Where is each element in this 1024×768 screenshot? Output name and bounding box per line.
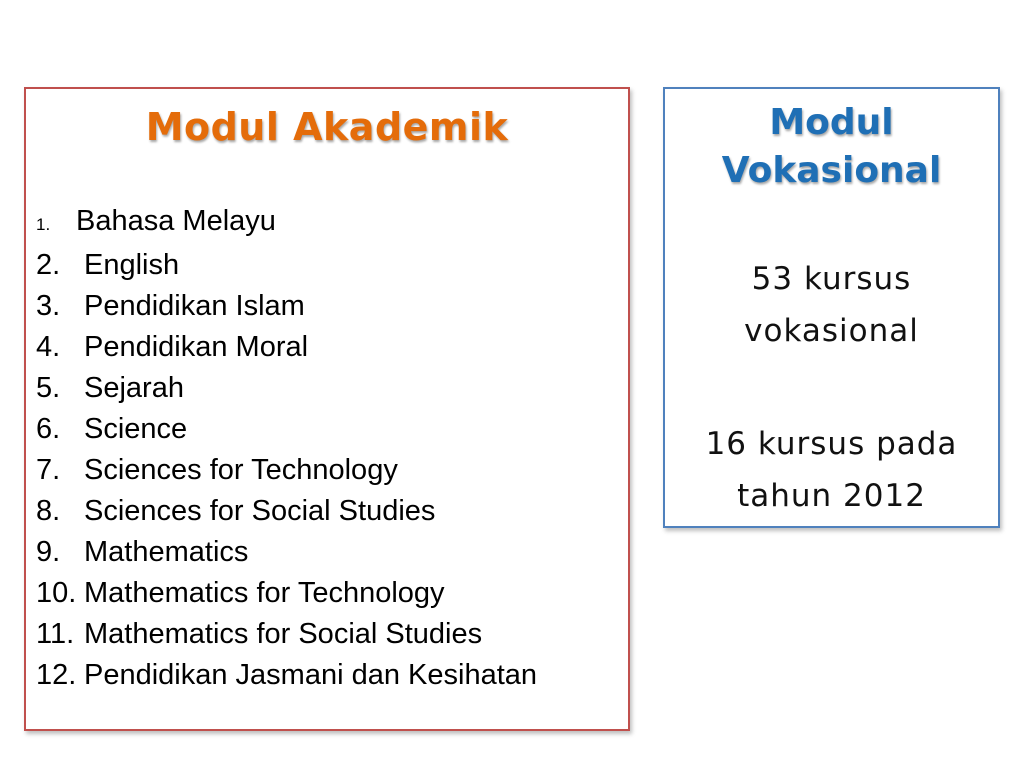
list-item-label: Mathematics for Social Studies <box>84 618 483 650</box>
list-item-number: 5. <box>36 372 61 404</box>
list-item <box>36 532 537 573</box>
list-item <box>36 201 537 245</box>
list-item-label: English <box>84 249 180 281</box>
list-item-label: Mathematics <box>84 536 249 568</box>
list-item <box>36 573 537 614</box>
list-item-number: 2. <box>36 249 61 281</box>
list-item <box>36 368 537 409</box>
vocational-title-line2: Vokasional <box>721 150 942 191</box>
vocational-count-line1: 53 kursus <box>751 261 912 297</box>
academic-module-box <box>24 87 630 731</box>
vocational-course-count <box>665 253 998 357</box>
list-item <box>36 614 537 655</box>
list-item-number: 6. <box>36 413 61 445</box>
list-item <box>36 409 537 450</box>
vocational-title-line1: Modul <box>769 102 894 143</box>
vocational-2012-line2: tahun 2012 <box>737 478 926 514</box>
list-item-number: 9. <box>36 536 61 568</box>
vocational-count-line2: vokasional <box>744 313 919 349</box>
list-item <box>36 491 537 532</box>
list-item-label: Science <box>84 413 188 445</box>
vocational-module-box <box>663 87 1000 528</box>
list-item <box>36 655 537 696</box>
vocational-2012-count <box>665 418 998 522</box>
list-item-label: Sejarah <box>84 372 184 404</box>
academic-subject-list <box>36 201 537 696</box>
list-item <box>36 450 537 491</box>
vocational-2012-line1: 16 kursus pada <box>705 426 958 462</box>
list-item-label: Sciences for Technology <box>84 454 398 486</box>
list-item-label: Pendidikan Jasmani dan Kesihatan <box>84 659 538 691</box>
list-item <box>36 245 537 286</box>
list-item-number: 3. <box>36 290 61 322</box>
list-item-label: Bahasa Melayu <box>76 205 276 237</box>
list-item-label: Sciences for Social Studies <box>84 495 436 527</box>
list-item-number: 10. <box>36 577 77 609</box>
list-item-label: Pendidikan Moral <box>84 331 309 363</box>
list-item <box>36 286 537 327</box>
list-item-number: 11. <box>36 618 75 650</box>
list-item <box>36 327 537 368</box>
academic-module-title: Modul Akademik <box>145 105 509 149</box>
list-item-label: Pendidikan Islam <box>84 290 305 322</box>
list-item-number: 12. <box>36 659 77 691</box>
list-item-number: 4. <box>36 331 61 363</box>
list-item-label: Mathematics for Technology <box>84 577 445 609</box>
vocational-module-title <box>665 99 998 195</box>
list-item-number: 7. <box>36 454 61 486</box>
list-item-number: 8. <box>36 495 61 527</box>
list-item-number: 1. <box>36 215 51 234</box>
